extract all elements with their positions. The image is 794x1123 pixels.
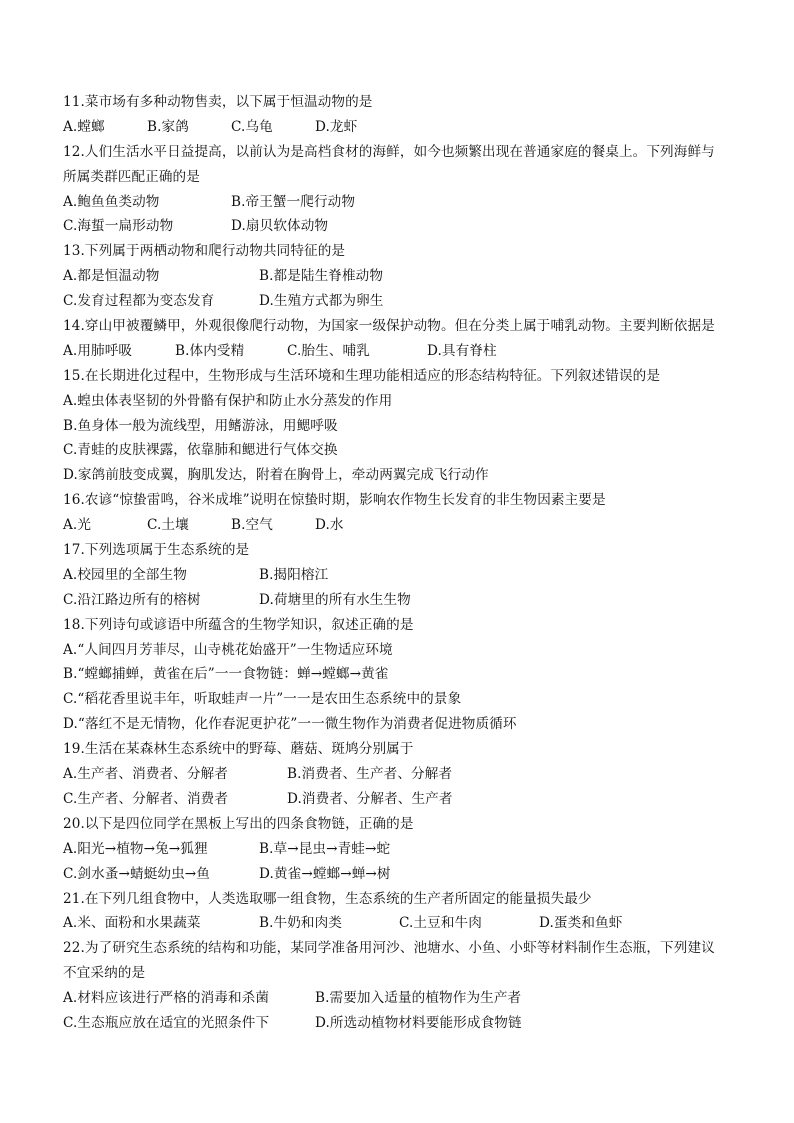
stem-text: 22.为了研究生态系统的结构和功能，某同学准备用河沙、池塘水、小鱼、小虾等材料制作生态瓶，下列建议: [63, 940, 715, 957]
question-15-option-a: [63, 389, 743, 414]
option-d: D.家鸽前肢变成翼，胸肌发达，附着在胸骨上，牵动两翼完成飞行动作: [63, 467, 489, 484]
question-18-stem: [63, 613, 743, 638]
stem-text: 16.农谚“惊蛰雷鸣，谷米成堆”说明在惊蛰时期，影响农作物生长发育的非生物因素主要是: [63, 492, 606, 509]
option-c: C.生态瓶应放在适宜的光照条件下: [63, 1014, 270, 1031]
question-17-stem: [63, 538, 743, 563]
question-15-stem: [63, 364, 743, 389]
option-d: D.水: [315, 517, 344, 534]
question-20-stem: [63, 812, 743, 837]
question-18-option-d: [63, 712, 743, 737]
option-d: D.生殖方式都为卵生: [259, 293, 384, 310]
stem-text: 20.以下是四位同学在黑板上写出的四条食物链，正确的是: [63, 815, 414, 832]
option-b: B.揭阳榕江: [259, 566, 329, 583]
question-13-options-row1: [63, 264, 743, 289]
question-20-options-row2: [63, 862, 743, 887]
question-19-options-row1: [63, 762, 743, 787]
option-c: C.青蛙的皮肤裸露，依靠肺和鳃进行气体交换: [63, 442, 338, 459]
option-a: A.阳光→植物→兔→狐狸: [63, 840, 208, 857]
option-d: D.“落红不是无情物，化作春泥更护花”一一微生物作为消费者促进物质循环: [63, 716, 517, 733]
stem-text: 17.下列选项属于生态系统的是: [63, 542, 250, 559]
option-b: B.需要加入适量的植物作为生产者: [315, 990, 522, 1007]
option-c: C.土壤: [147, 517, 189, 534]
question-18-option-c: [63, 687, 743, 712]
question-15-option-b: [63, 414, 743, 439]
stem-text: 11.菜市场有多种动物售卖，以下属于恒温动物的是: [63, 94, 373, 110]
option-a: A.光: [63, 517, 92, 534]
question-22-stem: [63, 936, 743, 961]
question-15-option-c: [63, 438, 743, 463]
option-b: B.空气: [231, 517, 273, 534]
stem-text: 15.在长期进化过程中，生物形成与生活环境和生理功能相适应的形态结构特征。下列叙述错误的是: [63, 367, 661, 384]
stem-text: 不宜采纳的是: [63, 965, 146, 982]
option-b: B.牛奶和肉类: [259, 915, 342, 932]
question-22-stem-cont: [63, 961, 743, 986]
exam-page: [63, 90, 743, 1036]
option-b: B.帝王蟹一爬行动物: [231, 193, 356, 210]
option-a: A.都是恒温动物: [63, 268, 160, 285]
question-22-options-row1: [63, 986, 743, 1011]
option-a: A.生产者、消费者、分解者: [63, 766, 228, 783]
option-c: C.胎生、哺乳: [287, 342, 370, 359]
question-12-stem-cont: [63, 165, 743, 190]
option-c: C.发育过程都为变态发育: [63, 293, 215, 310]
option-d: D.扇贝软体动物: [231, 218, 329, 235]
question-16-options: [63, 513, 743, 538]
question-14-stem: [63, 314, 743, 339]
option-a: A.米、面粉和水果蔬菜: [63, 915, 201, 932]
option-a: A.材料应该进行严格的消毒和杀菌: [63, 990, 270, 1007]
option-a: A.校园里的全部生物: [63, 566, 187, 583]
stem-text: 19.生活在某森林生态系统中的野莓、蘑菇、斑鸠分别属于: [63, 741, 414, 758]
question-17-options-row1: [63, 563, 743, 588]
option-b: B.消费者、生产者、分解者: [287, 766, 453, 783]
option-c: C.生产者、分解者、消费者: [63, 790, 229, 807]
option-b: B.草→昆虫→青蛙→蛇: [259, 840, 391, 857]
option-a: A.螳螂: [63, 118, 105, 135]
question-12-options-row2: [63, 214, 743, 239]
question-18-option-b: [63, 662, 743, 687]
question-19-stem: [63, 737, 743, 762]
option-d: D.荷塘里的所有水生生物: [259, 591, 411, 608]
question-17-options-row2: [63, 588, 743, 613]
stem-text: 12.人们生活水平日益提高，以前认为是高档食材的海鲜，如今也频繁出现在普通家庭的餐桌上。下列海鲜与: [63, 143, 715, 160]
question-15-option-d: [63, 463, 743, 488]
option-b: B.都是陆生脊椎动物: [259, 268, 384, 285]
option-b: B.家鸽: [147, 118, 189, 135]
option-d: D.黄雀→螳螂→蝉→树: [259, 865, 391, 882]
option-b: B.体内受精: [175, 342, 245, 359]
option-d: D.龙虾: [315, 118, 358, 135]
question-21-stem: [63, 887, 743, 912]
question-12-stem: [63, 140, 743, 165]
stem-text: 14.穿山甲被覆鳞甲，外观很像爬行动物，为国家一级保护动物。但在分类上属于哺乳动物。主要判断依据是: [63, 318, 715, 335]
question-18-option-a: [63, 638, 743, 663]
option-a: A.鲍鱼鱼类动物: [63, 193, 160, 210]
option-d: D.具有脊柱: [427, 342, 497, 359]
question-11-stem: [63, 90, 743, 115]
stem-text: 13.下列属于两栖动物和爬行动物共同特征的是: [63, 243, 346, 260]
question-16-stem: [63, 488, 743, 513]
option-b: B.“螳螂捕蝉，黄雀在后”一一食物链：蝉→螳螂→黄雀: [63, 666, 389, 683]
option-c: C.土豆和牛肉: [399, 915, 482, 932]
question-12-options-row1: [63, 190, 743, 215]
option-a: A.蝗虫体表坚韧的外骨骼有保护和防止水分蒸发的作用: [63, 392, 393, 409]
question-22-options-row2: [63, 1011, 743, 1036]
question-21-options: [63, 911, 743, 936]
option-d: D.所选动植物材料要能形成食物链: [315, 1014, 522, 1031]
stem-text: 所属类群匹配正确的是: [63, 168, 200, 185]
option-d: D.蛋类和鱼虾: [539, 915, 623, 932]
question-14-options: [63, 339, 743, 364]
option-c: C.海蜇一扁形动物: [63, 218, 174, 235]
question-11-options: [63, 115, 743, 140]
question-13-options-row2: [63, 289, 743, 314]
option-d: D.消费者、分解者、生产者: [287, 790, 453, 807]
stem-text: 21.在下列几组食物中，人类选取哪一组食物，生态系统的生产者所固定的能量损失最少: [63, 890, 592, 907]
question-19-options-row2: [63, 787, 743, 812]
option-a: A.“人间四月芳菲尽，山寺桃花始盛开”一生物适应环境: [63, 641, 393, 658]
option-b: B.鱼身体一般为流线型，用鳍游泳，用鳃呼吸: [63, 417, 338, 434]
option-c: C.乌龟: [231, 118, 273, 135]
option-c: C.“稻花香里说丰年，听取蛙声一片”一一是农田生态系统中的景象: [63, 691, 462, 708]
stem-text: 18.下列诗句或谚语中所蕴含的生物学知识，叙述正确的是: [63, 616, 414, 633]
question-20-options-row1: [63, 837, 743, 862]
option-a: A.用肺呼吸: [63, 342, 133, 359]
option-c: C.沿江路边所有的榕树: [63, 591, 201, 608]
option-c: C.剑水蚤→蜻蜓幼虫→鱼: [63, 865, 210, 882]
question-13-stem: [63, 239, 743, 264]
